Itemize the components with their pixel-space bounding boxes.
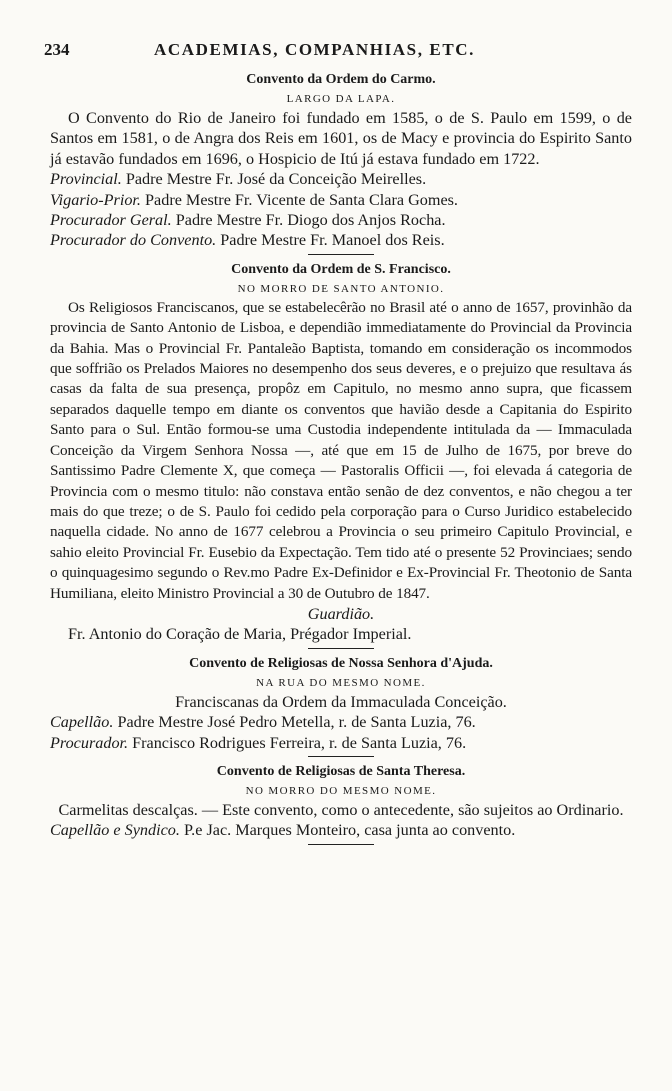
officer-name: Padre Mestre Fr. José da Conceição Meirelles.	[125, 170, 427, 189]
officer-name: Padre Mestre Fr. Vicente de Santa Clara Gomes.	[145, 190, 458, 209]
officer-role: Procurador Geral.	[50, 211, 172, 230]
officer-name: Francisco Rodrigues Ferreira, r. de Santa Luzia, 76.	[132, 733, 467, 752]
theresa-description: Carmelitas descalças. — Este convento, como o antecedente, são sujeitos ao Ordinario.	[58, 800, 624, 819]
carmo-officers	[50, 169, 632, 251]
officer-line	[50, 230, 632, 250]
section-title-francisco: Convento da Ordem de S. Francisco.	[231, 261, 451, 277]
section-divider	[308, 648, 374, 649]
officer-role: Provincial.	[50, 170, 122, 189]
officer-name: Padre Mestre José Pedro Metella, r. de Santa Luzia, 76.	[117, 713, 476, 732]
officer-role: Procurador.	[50, 733, 129, 752]
guardian-name: Fr. Antonio do Coração de Maria, Prégador Imperial.	[68, 625, 412, 644]
officer-line	[50, 210, 632, 230]
page-number: 234	[44, 40, 70, 59]
officer-name: Padre Mestre Fr. Diogo dos Anjos Rocha.	[175, 211, 446, 230]
section-location-ajuda: NA RUA DO MESMO NOME.	[256, 676, 426, 689]
officer-line	[50, 733, 632, 753]
running-title: ACADEMIAS, COMPANHIAS, ETC.	[154, 40, 476, 59]
guardian-label: Guardião.	[307, 604, 375, 623]
ajuda-officers	[50, 712, 632, 753]
section-title-carmo: Convento da Ordem do Carmo.	[246, 72, 436, 87]
officer-name: Padre Mestre Fr. Manoel dos Reis.	[220, 231, 445, 250]
page-header	[44, 40, 642, 66]
section-title-ajuda: Convento de Religiosas de Nossa Senhora d'Ajuda.	[189, 655, 493, 671]
francisco-history-paragraph: Os Religiosos Franciscanos, que se estabelecêrão no Brasil até o anno de 1657, provinhão da provincia de Santo Antonio de Lisboa, e dependião immediatamente do Provincial da Provincia da Bahia. Mas o Provincial Fr. Pantaleão Baptista, tomando em consideração os incommodos que soffrião os Prelados Maiores no desempenho dos seus deveres, e o prejuizo que resultava ás casas da falta de sua presença, propôz em Capitulo, no mesmo anno supra, que ficassem separados daquelle tempo em diante os conventos que havião desde a Capitania do Espirito Santo para o Sul. Então formou-se uma Custodia independente intitulada da — Immaculada Conceição da Virgem Senhora Nossa —, até que em 15 de Julho de 1675, por breve do Santissimo Padre Clemente X, que começa — Pastoralis Officii —, foi elevada á categoria de Provincia com o mesmo titulo: não constava então senão de dez conventos, e não chegou a ter mais do que treze; o de S. Paulo foi cedido pela corporação para o Curso Juridico estabelecido naquella cidade. No anno de 1677 celebrou a Provincia o seu primeiro Capitulo Provincial, e sahio eleito Provincial Fr. Eusebio da Expectação. Tem tido até o presente 52 Provinciaes; sendo o quinquagesimo segundo o Rev.mo Padre Ex-Definidor e Ex-Provincial Fr. Theotonio de Santa Humiliana, eleito Ministro Provincial a 30 de Outubro de 1847.	[50, 298, 632, 602]
officer-role: Capellão.	[50, 713, 114, 732]
page-content	[50, 70, 632, 850]
section-location-francisco: NO MORRO DE SANTO ANTONIO.	[237, 282, 445, 295]
officer-role: Procurador do Convento.	[50, 231, 217, 250]
officer-line	[50, 712, 632, 732]
officer-role: Vigario-Prior.	[50, 190, 141, 209]
section-divider	[308, 844, 374, 845]
ajuda-description: Franciscanas da Ordem da Immaculada Conceição.	[175, 692, 507, 711]
section-location-carmo: LARGO DA LAPA.	[286, 93, 396, 105]
officer-line	[50, 169, 632, 189]
officer-line	[50, 190, 632, 210]
section-location-theresa: NO MORRO DO MESMO NOME.	[245, 784, 437, 797]
carmo-history-paragraph: O Convento do Rio de Janeiro foi fundado em 1585, o de S. Paulo em 1599, o de Santos em 1581, o de Angra dos Reis em 1601, os de Macy e provincia do Espirito Santo já estavão fundados em 1696, o Hospicio de Itú já estava fundado em 1722.	[50, 109, 632, 168]
section-divider	[308, 254, 374, 255]
officer-role: Capellão e Syndico.	[50, 821, 180, 840]
section-title-theresa: Convento de Religiosas de Santa Theresa.	[216, 763, 466, 779]
officer-name: P.e Jac. Marques Monteiro, casa junta ao convento.	[183, 821, 516, 840]
section-divider	[308, 756, 374, 757]
officer-line	[50, 820, 632, 840]
